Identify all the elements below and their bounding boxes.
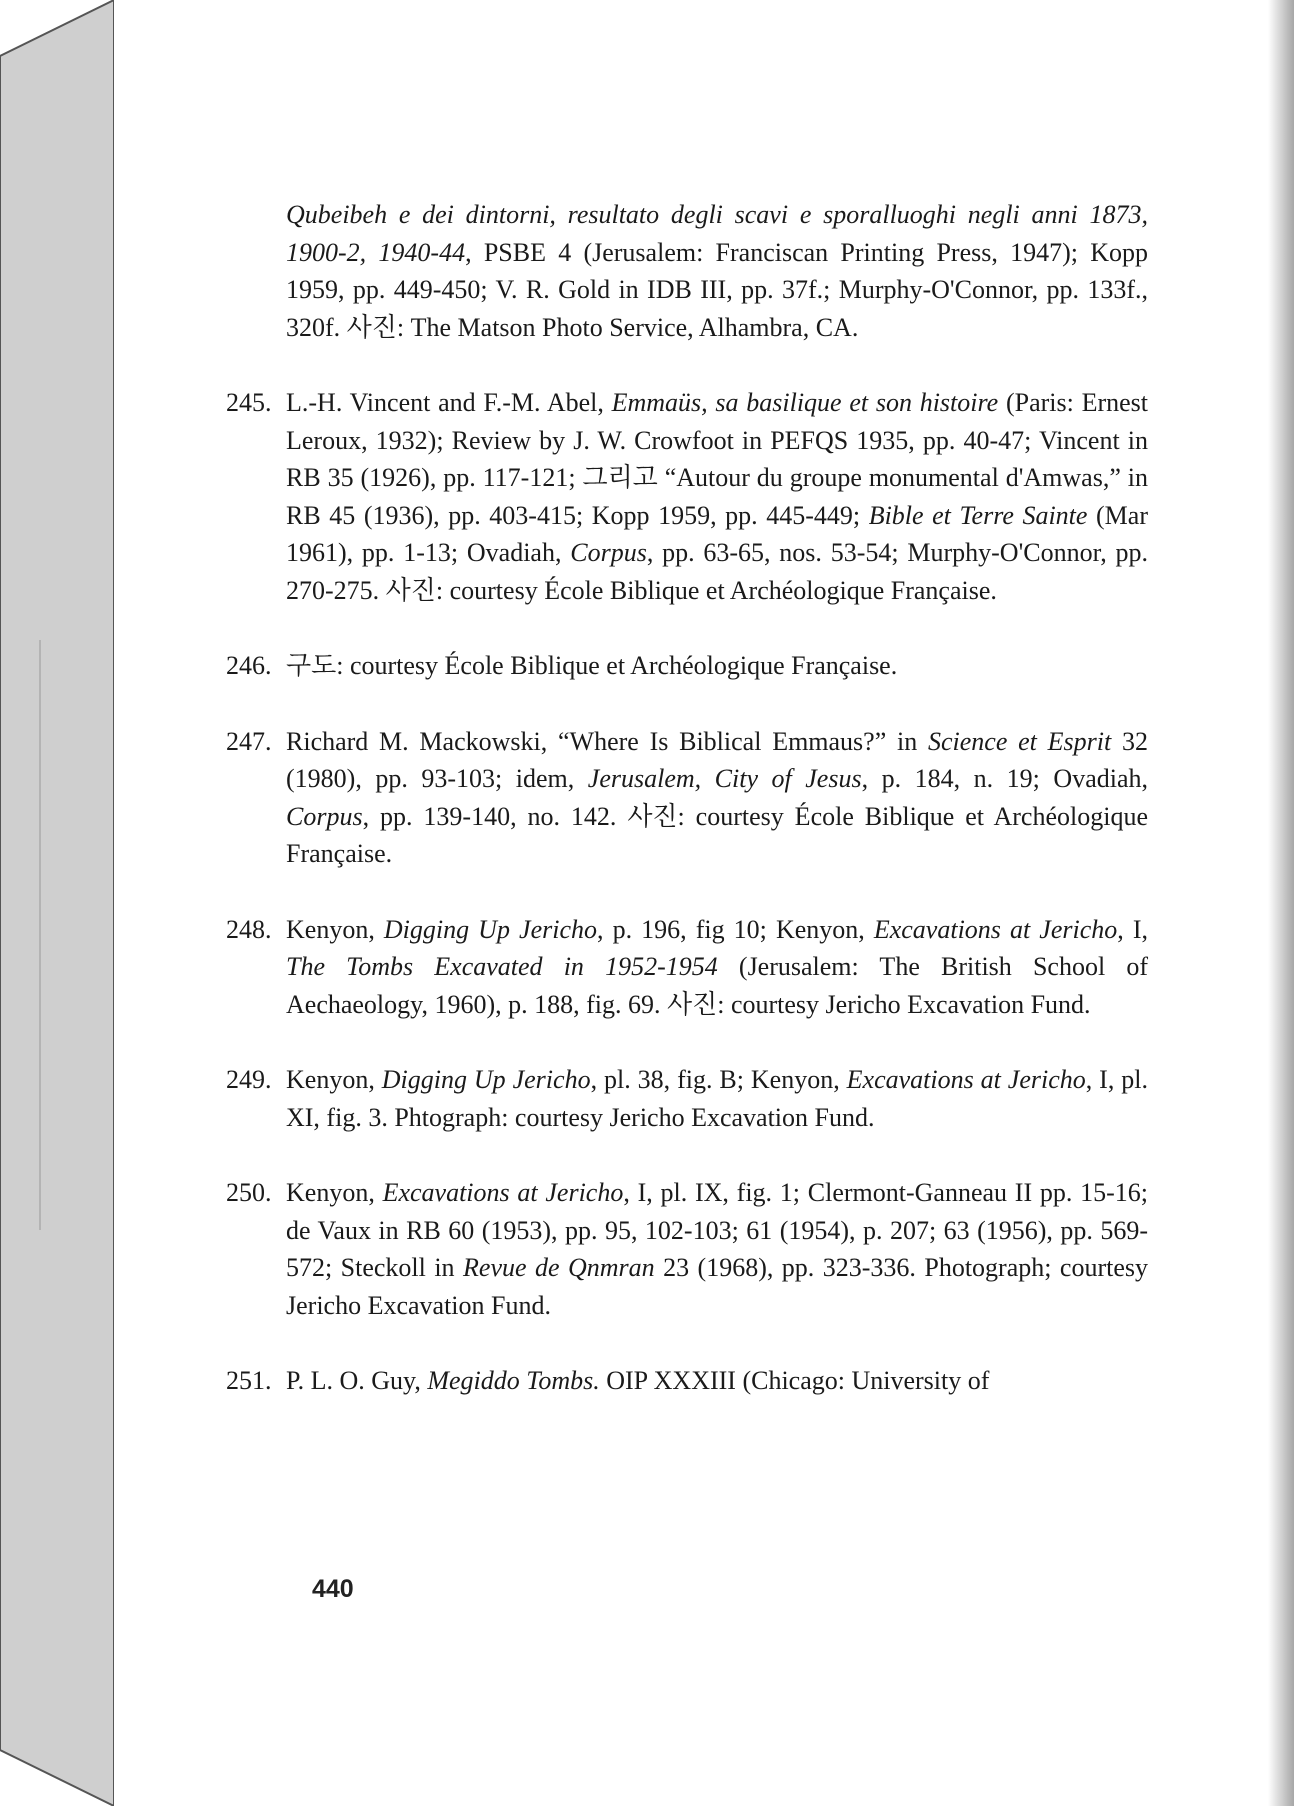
reference-segment: Kenyon, (286, 1178, 383, 1207)
italic-title: Digging Up Jericho (383, 914, 597, 944)
italic-title: Qubeibeh e dei dintorni, resultato degli scavi e sporalluoghi negli anni 1873, 1900-2, 1940-44 (286, 200, 1148, 267)
reference-segment: 32 (1980), pp. 93-103; idem, (286, 726, 1148, 793)
reference-segment: , I, (1117, 914, 1148, 944)
italic-title: Jerusalem, City of Jesus (587, 764, 862, 793)
reference-number: 249. (226, 1065, 272, 1094)
reference-entry-249 (226, 1061, 1148, 1136)
reference-entry-251 (226, 1362, 1148, 1400)
reference-text (280, 384, 1148, 609)
reference-segment: , p. 196, fig 10; Kenyon, (597, 914, 874, 944)
reference-text (280, 1362, 1148, 1400)
references-list (226, 196, 1148, 1438)
italic-title: Corpus (286, 801, 363, 831)
italic-title: The Tombs Excavated in 1952-1954 (286, 952, 718, 981)
italic-title: Excavations at Jericho (873, 914, 1118, 944)
page-edge-shadow (1268, 0, 1294, 1806)
reference-segment: , PSBE 4 (Jerusalem: Franciscan Printing Press, 1947); Kopp 1959, pp. 449-450; V. R. Gold in IDB III, pp. 37f.; Murphy-O'Connor, pp. 133f., 320f. 사진: The Matson Photo Service, Alhambra, CA. (286, 237, 1148, 342)
reference-entry-continued (280, 196, 1148, 346)
reference-text (280, 1174, 1148, 1324)
italic-title: Bible et Terre Sainte (868, 500, 1088, 530)
reference-text (280, 723, 1148, 873)
reference-number: 246. (226, 651, 272, 680)
italic-title: Emmaüs, sa basilique et son histoire (611, 388, 999, 417)
reference-text (280, 647, 1148, 685)
reference-segment: OIP XXXIII (Chicago: University of (599, 1366, 990, 1395)
reference-entry-250 (226, 1174, 1148, 1324)
reference-entry-248 (226, 911, 1148, 1024)
reference-number: 250. (226, 1178, 272, 1207)
reference-number: 251. (226, 1366, 272, 1395)
italic-title: Science et Esprit (928, 726, 1112, 756)
reference-segment: , p. 184, n. 19; Ovadiah, (861, 764, 1148, 793)
italic-title: Excavations at Jericho (846, 1065, 1086, 1094)
reference-entry-245 (226, 384, 1148, 609)
reference-segment: (Mar 1961), pp. 1-13; Ovadiah, (286, 500, 1148, 567)
reference-segment: (Paris: Ernest Leroux, 1932); Review by J. W. Crowfoot in PEFQS 1935, pp. 40-47; Vincent in RB 35 (1926), pp. 117-121; 그리고 “Autour du groupe monumental d'Amwas,” in RB 45 (1936), pp. 403-415; Kopp 1959, pp. 445-449; (286, 388, 1148, 530)
reference-segment: (Jerusalem: The British School of Aechaeology, 1960), p. 188, fig. 69. 사진: courtesy Jericho Excavation Fund. (286, 952, 1148, 1019)
reference-segment: , pp. 139-140, no. 142. 사진: courtesy École Biblique et Archéologique Française. (286, 801, 1148, 868)
reference-segment: Kenyon, (286, 914, 384, 944)
italic-title: Excavations at Jericho (382, 1178, 624, 1207)
reference-number: 248. (226, 914, 272, 944)
italic-title: Corpus (570, 538, 647, 567)
reference-entry-247 (226, 723, 1148, 873)
reference-entry-246 (226, 647, 1148, 685)
reference-segment: P. L. O. Guy, (286, 1366, 428, 1395)
reference-segment: Kenyon, (286, 1065, 382, 1094)
reference-segment: , I, pl. XI, fig. 3. Phtograph: courtesy Jericho Excavation Fund. (286, 1065, 1148, 1132)
reference-text (280, 911, 1148, 1024)
italic-title: Digging Up Jericho (381, 1065, 591, 1094)
reference-segment: , pl. 38, fig. B; Kenyon, (590, 1065, 847, 1094)
reference-segment: Richard M. Mackowski, “Where Is Biblical Emmaus?” in (286, 726, 928, 756)
reference-segment: , I, pl. IX, fig. 1; Clermont-Ganneau II pp. 15-16; de Vaux in RB 60 (1953), pp. 95, 102-103; 61 (1954), p. 207; 63 (1956), pp. 569-572; Steckoll in (286, 1178, 1148, 1282)
page-number: 440 (312, 1575, 354, 1603)
reference-number: 245. (226, 388, 272, 417)
reference-number: 247. (226, 726, 272, 756)
reference-segment: 23 (1968), pp. 323-336. Photograph; courtesy Jericho Excavation Fund. (286, 1253, 1148, 1320)
italic-title: Megiddo Tombs. (427, 1366, 600, 1395)
reference-segment: , pp. 63-65, nos. 53-54; Murphy-O'Connor, pp. 270-275. 사진: courtesy École Biblique et Archéologique Française. (286, 538, 1148, 605)
italic-title: Revue de Qnmran (463, 1253, 655, 1282)
reference-text (280, 1061, 1148, 1136)
reference-segment: 구도: courtesy École Biblique et Archéologique Française. (286, 651, 898, 680)
reference-text (280, 196, 1148, 346)
reference-segment: L.-H. Vincent and F.-M. Abel, (286, 388, 612, 417)
